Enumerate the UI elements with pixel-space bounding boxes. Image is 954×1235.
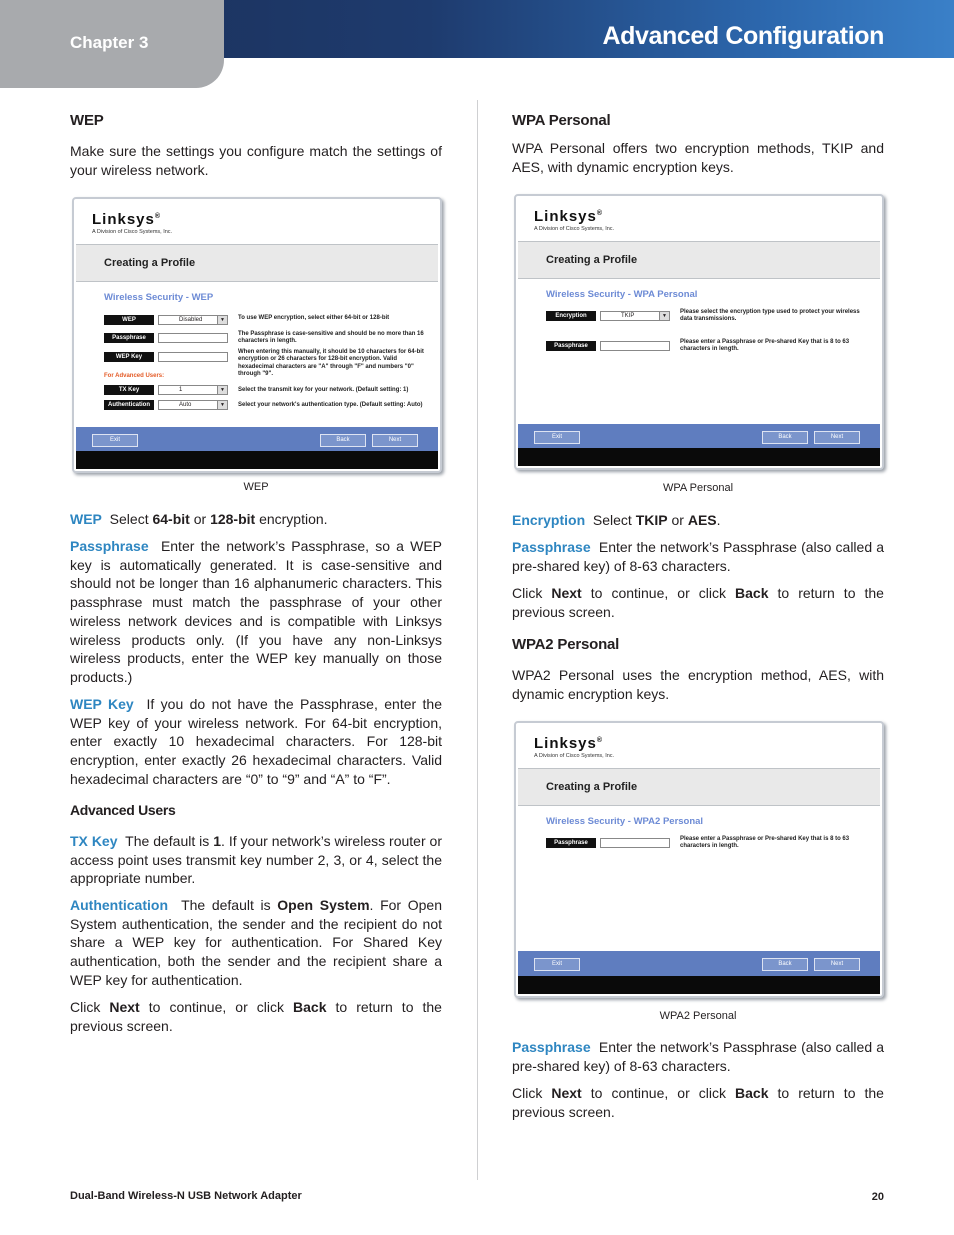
section-title: Wireless Security - WPA2 Personal [546,816,704,827]
help-text: When entering this manually, it should be 10 characters for 64-bit encryption or 26 characters for 128-bit encryption. Valid hexadecimal characters are "A" through "F" and numbers "0" through "9". [238,349,424,378]
help-text: The Passphrase is case-sensitive and should be no more than 16 characters in length. [238,331,424,345]
page-number: 20 [871,1191,884,1203]
figure-caption: WPA2 Personal [659,1010,737,1022]
help-text: Please enter a Passphrase or Pre-shared Key that is 8 to 63 characters in length. [680,339,850,353]
wpa2-heading: WPA2 Personal [512,636,620,653]
passphrase-label: Passphrase [104,333,154,343]
help-text: Please enter a Passphrase or Pre-shared Key that is 8 to 63 characters in length. [680,836,850,850]
chevron-down-icon: ▼ [659,312,669,320]
chapter-label: Chapter 3 [70,33,149,52]
passphrase-input[interactable] [158,333,228,343]
next-button[interactable]: Next [814,958,860,971]
navigation-note: Click Next to continue, or click Back to return to the previous screen. [512,585,884,620]
linksys-logo: Linksys® [92,211,162,228]
authentication-label: Authentication [104,400,154,410]
passphrase-input[interactable] [600,838,670,848]
linksys-logo: Linksys® [534,735,604,752]
profile-band: Creating a Profile [76,244,438,282]
status-strip [518,448,880,466]
chevron-down-icon: ▼ [217,316,227,324]
button-bar [518,951,880,979]
wep-description: WEP Select 64-bit or 128-bit encryption. [70,511,328,527]
column-divider [477,100,478,1180]
passphrase-label: Passphrase [546,838,596,848]
back-button[interactable]: Back [320,434,366,447]
exit-button[interactable]: Exit [92,434,138,447]
footer-product: Dual-Band Wireless-N USB Network Adapter [70,1190,302,1202]
section-title: Wireless Security - WPA Personal [546,289,698,300]
authentication-description: Authentication The default is Open System. For Open System authentication, the sender and the recipient do not share a WEP key for authentication. For Shared Key authentication, both the sender and the recipient share a WEP key for authentication. [70,897,442,988]
profile-band: Creating a Profile [518,241,880,279]
status-strip [76,451,438,469]
section-title: Wireless Security - WEP [104,292,214,303]
chapter-tab [0,0,224,88]
wpa-heading: WPA Personal [512,112,611,129]
navigation-note: Click Next to continue, or click Back to return to the previous screen. [512,1085,884,1120]
passphrase-description: Passphrase Enter the network’s Passphrase (also called a pre-shared key) of 8-63 characters. [512,539,885,574]
passphrase-label: Passphrase [546,341,596,351]
tx-key-description: TX Key The default is 1. If your network’s wireless router or access point uses transmit key number 2, 3, or 4, select the appropriate number. [70,833,442,887]
wep-key-label: WEP Key [104,352,154,362]
next-button[interactable]: Next [814,431,860,444]
wpa2-screenshot [514,721,884,998]
linksys-logo: Linksys® [534,208,604,225]
chevron-down-icon: ▼ [217,386,227,394]
passphrase-description: Passphrase Enter the network’s Passphrase (also called a pre-shared key) of 8-63 characters. [512,1039,885,1074]
passphrase-description: Passphrase Enter the network’s Passphrase, so a WEP key is automatically generated. It is case-sensitive and should not be longer than 16 alphanumeric characters. This passphrase must match the passphrase of your other wireless network devices and is compatible with Linksys wireless products only. (If you have any non-Linksys wireless products, enter the WEP key manually on those products.) [70,538,442,685]
advanced-users-label: For Advanced Users: [104,373,165,379]
help-text: Select the transmit key for your network. (Default setting: 1) [238,387,409,393]
encryption-select[interactable]: TKIP ▼ [600,311,670,321]
navigation-note: Click Next to continue, or click Back to return to the previous screen. [70,999,442,1034]
next-button[interactable]: Next [372,434,418,447]
tx-key-label: TX Key [104,385,154,395]
help-text: Select your network's authentication type. (Default setting: Auto) [238,402,423,408]
tx-key-select[interactable]: 1 ▼ [158,385,228,395]
back-button[interactable]: Back [762,431,808,444]
wep-heading: WEP [70,112,104,129]
exit-button[interactable]: Exit [534,958,580,971]
figure-caption: WEP [243,481,269,493]
encryption-label: Encryption [546,311,596,321]
advanced-users-heading: Advanced Users [70,802,176,818]
figure-caption: WPA Personal [662,482,734,494]
wep-screenshot [72,197,442,473]
page-title: Advanced Configuration [602,22,884,50]
wpa2-intro: WPA2 Personal uses the encryption method, AES, with dynamic encryption keys. [512,667,884,702]
help-text: Please select the encryption type used to protect your wireless data transmissions. [680,309,860,323]
wep-key-input[interactable] [158,352,228,362]
logo-subtitle: A Division of Cisco Systems, Inc. [534,753,615,759]
passphrase-input[interactable] [600,341,670,351]
authentication-select[interactable]: Auto ▼ [158,400,228,410]
wep-key-description: WEP Key If you do not have the Passphrase, enter the WEP key of your wireless network. For 64-bit encryption, enter exactly 10 hexadecimal characters. For 128-bit encryption, enter exactly 26 hexadecimal characters. Valid hexadecimal characters are “0” to “9” and “A” to “F”. [70,696,443,787]
chevron-down-icon: ▼ [217,401,227,409]
status-strip [518,976,880,994]
logo-subtitle: A Division of Cisco Systems, Inc. [92,229,173,235]
encryption-description: Encryption Select TKIP or AES. [512,512,721,528]
wep-select[interactable]: Disabled ▼ [158,315,228,325]
logo-subtitle: A Division of Cisco Systems, Inc. [534,226,615,232]
wpa-screenshot [514,194,884,470]
wpa-intro: WPA Personal offers two encryption methods, TKIP and AES, with dynamic encryption keys. [512,140,884,175]
help-text: To use WEP encryption, select either 64-bit or 128-bit [238,315,390,321]
exit-button[interactable]: Exit [534,431,580,444]
wep-intro: Make sure the settings you configure match the settings of your wireless network. [70,143,442,178]
profile-band: Creating a Profile [518,768,880,806]
page-header [0,0,954,88]
wep-label: WEP [104,315,154,325]
back-button[interactable]: Back [762,958,808,971]
